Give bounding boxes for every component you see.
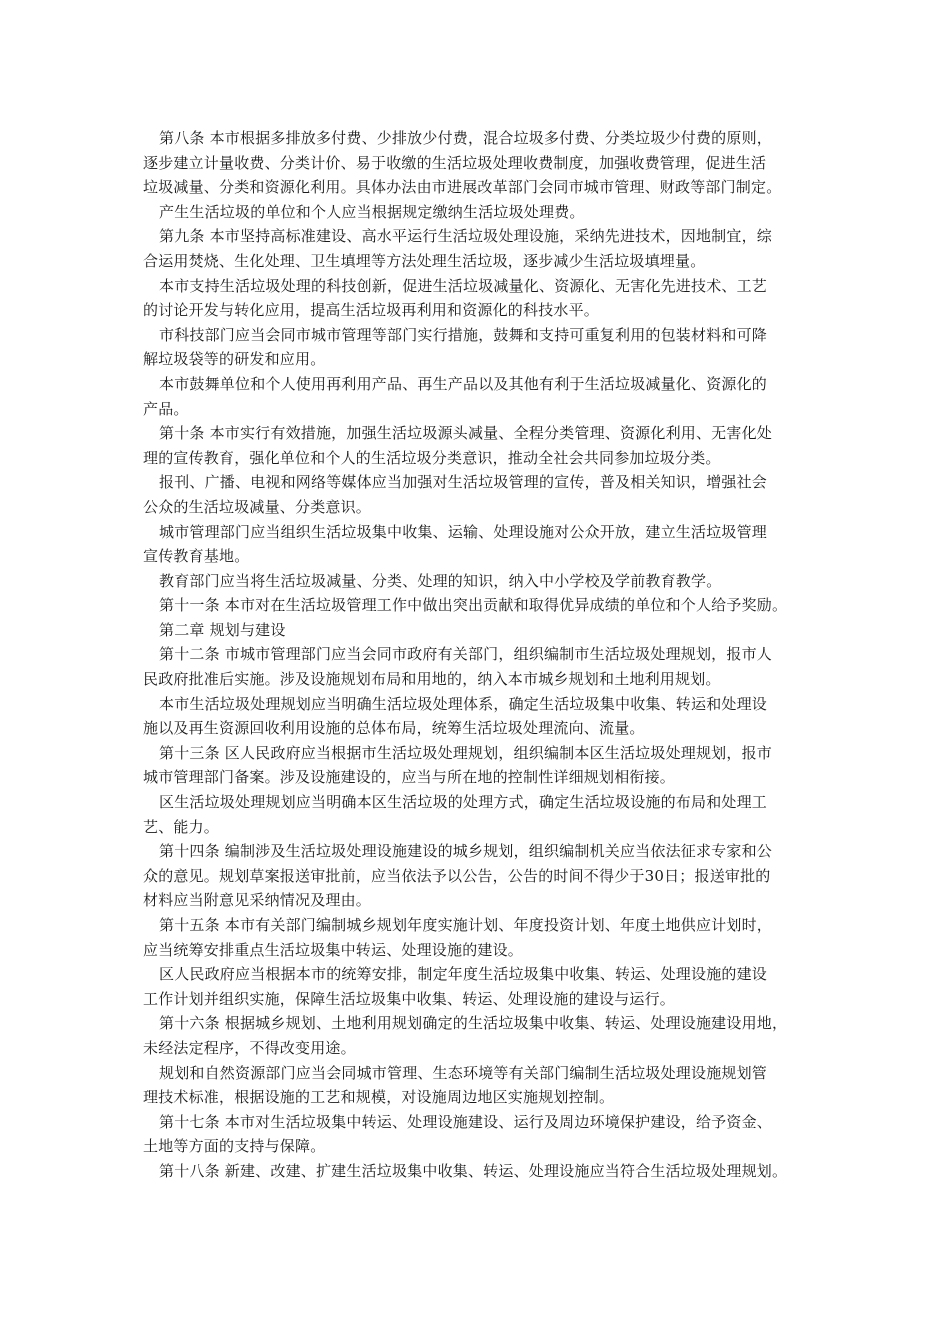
text-line: 解垃圾袋等的研发和应用。 <box>143 350 326 369</box>
text-line: 垃圾减量、分类和资源化利用。具体办法由市进展改革部门会同市城市管理、财政等部门制定。 <box>143 178 782 197</box>
text-line: 未经法定程序，不得改变用途。 <box>143 1038 356 1057</box>
text-line: 第十五条 本市有关部门编制城乡规划年度实施计划、年度投资计划、年度土地供应计划时， <box>159 916 772 934</box>
text-line: 第九条 本市坚持高标准建设、高水平运行生活垃圾处理设施，采纳先进技术，因地制宜，综 <box>159 227 772 246</box>
text-line: 第十七条 本市对生活垃圾集中转运、处理设施建设、运行及周边环境保护建设，给予资金、 <box>159 1112 772 1131</box>
text-line: 第十三条 区人民政府应当根据市生活垃圾处理规划，组织编制本区生活垃圾处理规划，报市 <box>159 743 772 762</box>
text-line: 材料应当附意见采纳情况及理由。 <box>143 891 372 910</box>
paragraph <box>143 470 820 519</box>
text-line: 第十二条 市城市管理部门应当会同市政府有关部门，组织编制市生活垃圾处理规划，报市人 <box>159 645 772 664</box>
document-body <box>143 126 820 1184</box>
text-line: 区人民政府应当根据本市的统筹安排，制定年度生活垃圾集中收集、转运、处理设施的建设 <box>159 965 768 984</box>
text-line: 施以及再生资源回收利用设施的总体布局，统筹生活垃圾处理流向、流量。 <box>143 719 645 738</box>
text-line: 土地等方面的支持与保障。 <box>143 1137 326 1156</box>
text-line: 合运用焚烧、生化处理、卫生填埋等方法处理生活垃圾，逐步减少生活垃圾填埋量。 <box>143 251 706 270</box>
text-line: 工作计划并组织实施，保障生活垃圾集中收集、转运、处理设施的建设与运行。 <box>143 989 676 1008</box>
paragraph <box>143 962 820 1011</box>
text-line: 第十四条 编制涉及生活垃圾处理设施建设的城乡规划，组织编制机关应当依法征求专家和公 <box>159 842 772 861</box>
paragraph <box>143 913 820 962</box>
paragraph <box>143 520 820 569</box>
paragraph <box>143 741 820 790</box>
paragraph <box>143 372 820 421</box>
text-line: 众的意见。规划草案报送审批前，应当依法予以公告，公告的时间不得少于30日；报送审批的 <box>143 866 771 885</box>
text-line: 公众的生活垃圾减量、分类意识。 <box>143 497 372 516</box>
text-line: 市科技部门应当会同市城市管理等部门实行措施，鼓舞和支持可重复利用的包装材料和可降 <box>159 325 768 344</box>
text-line: 艺、能力。 <box>143 817 220 836</box>
paragraph <box>143 692 820 741</box>
text-line: 第十八条 新建、改建、扩建生活垃圾集中收集、转运、处理设施应当符合生活垃圾处理规划。 <box>159 1161 788 1180</box>
text-line: 城市管理部门备案。涉及设施建设的，应当与所在地的控制性详细规划相衔接。 <box>143 768 676 787</box>
paragraph <box>143 200 820 225</box>
paragraph <box>143 839 820 913</box>
paragraph <box>143 224 820 273</box>
text-line: 理的宣传教育，强化单位和个人的生活垃圾分类意识，推动全社会共同参加垃圾分类。 <box>143 448 721 467</box>
text-line: 城市管理部门应当组织生活垃圾集中收集、运输、处理设施对公众开放，建立生活垃圾管理 <box>159 522 768 541</box>
text-line: 报刊、广播、电视和网络等媒体应当加强对生活垃圾管理的宣传，普及相关知识，增强社会 <box>159 473 768 492</box>
text-line: 区生活垃圾处理规划应当明确本区生活垃圾的处理方式，确定生活垃圾设施的布局和处理工 <box>159 793 768 812</box>
paragraph <box>143 1061 820 1110</box>
text-line: 逐步建立计量收费、分类计价、易于收缴的生活垃圾处理收费制度，加强收费管理，促进生活 <box>143 153 767 172</box>
text-line: 本市生活垃圾处理规划应当明确生活垃圾处理体系，确定生活垃圾集中收集、转运和处理设 <box>159 694 768 713</box>
paragraph <box>143 323 820 372</box>
text-line: 产生生活垃圾的单位和个人应当根据规定缴纳生活垃圾处理费。 <box>159 202 585 221</box>
paragraph <box>143 1110 820 1159</box>
text-line: 第二章 规划与建设 <box>159 620 286 639</box>
text-line: 本市支持生活垃圾处理的科技创新，促进生活垃圾减量化、资源化、无害化先进技术、工艺 <box>159 276 768 295</box>
text-line: 民政府批准后实施。涉及设施规划布局和用地的，纳入本市城乡规划和土地利用规划。 <box>143 670 721 689</box>
paragraph <box>143 421 820 470</box>
paragraph <box>143 593 820 618</box>
text-line: 本市鼓舞单位和个人使用再利用产品、再生产品以及其他有利于生活垃圾减量化、资源化的 <box>159 374 768 393</box>
paragraph <box>143 274 820 323</box>
text-line: 理技术标准，根据设施的工艺和规模，对设施周边地区实施规划控制。 <box>143 1088 615 1107</box>
paragraph <box>143 642 820 691</box>
text-line: 第十条 本市实行有效措施，加强生活垃圾源头减量、全程分类管理、资源化利用、无害化处 <box>159 424 772 443</box>
text-line: 规划和自然资源部门应当会同城市管理、生态环境等有关部门编制生活垃圾处理设施规划管 <box>159 1063 768 1082</box>
paragraph <box>143 790 820 839</box>
paragraph <box>143 569 820 594</box>
paragraph <box>143 1159 820 1184</box>
text-line: 产品。 <box>143 399 189 418</box>
text-line: 第十一条 本市对在生活垃圾管理工作中做出突出贡献和取得优异成绩的单位和个人给予奖励。 <box>159 596 788 615</box>
text-line: 的讨论开发与转化应用，提高生活垃圾再利用和资源化的科技水平。 <box>143 301 600 320</box>
text-line: 宣传教育基地。 <box>143 547 250 566</box>
text-line: 教育部门应当将生活垃圾减量、分类、处理的知识，纳入中小学校及学前教育教学。 <box>159 571 722 590</box>
paragraph <box>143 1011 820 1060</box>
text-line: 第十六条 根据城乡规划、土地利用规划确定的生活垃圾集中收集、转运、处理设施建设用地， <box>159 1014 788 1033</box>
text-line: 第八条 本市根据多排放多付费、少排放少付费，混合垃圾多付费、分类垃圾少付费的原则， <box>159 129 772 147</box>
paragraph <box>143 126 820 200</box>
text-line: 应当统筹安排重点生活垃圾集中转运、处理设施的建设。 <box>143 940 524 959</box>
paragraph <box>143 618 820 643</box>
